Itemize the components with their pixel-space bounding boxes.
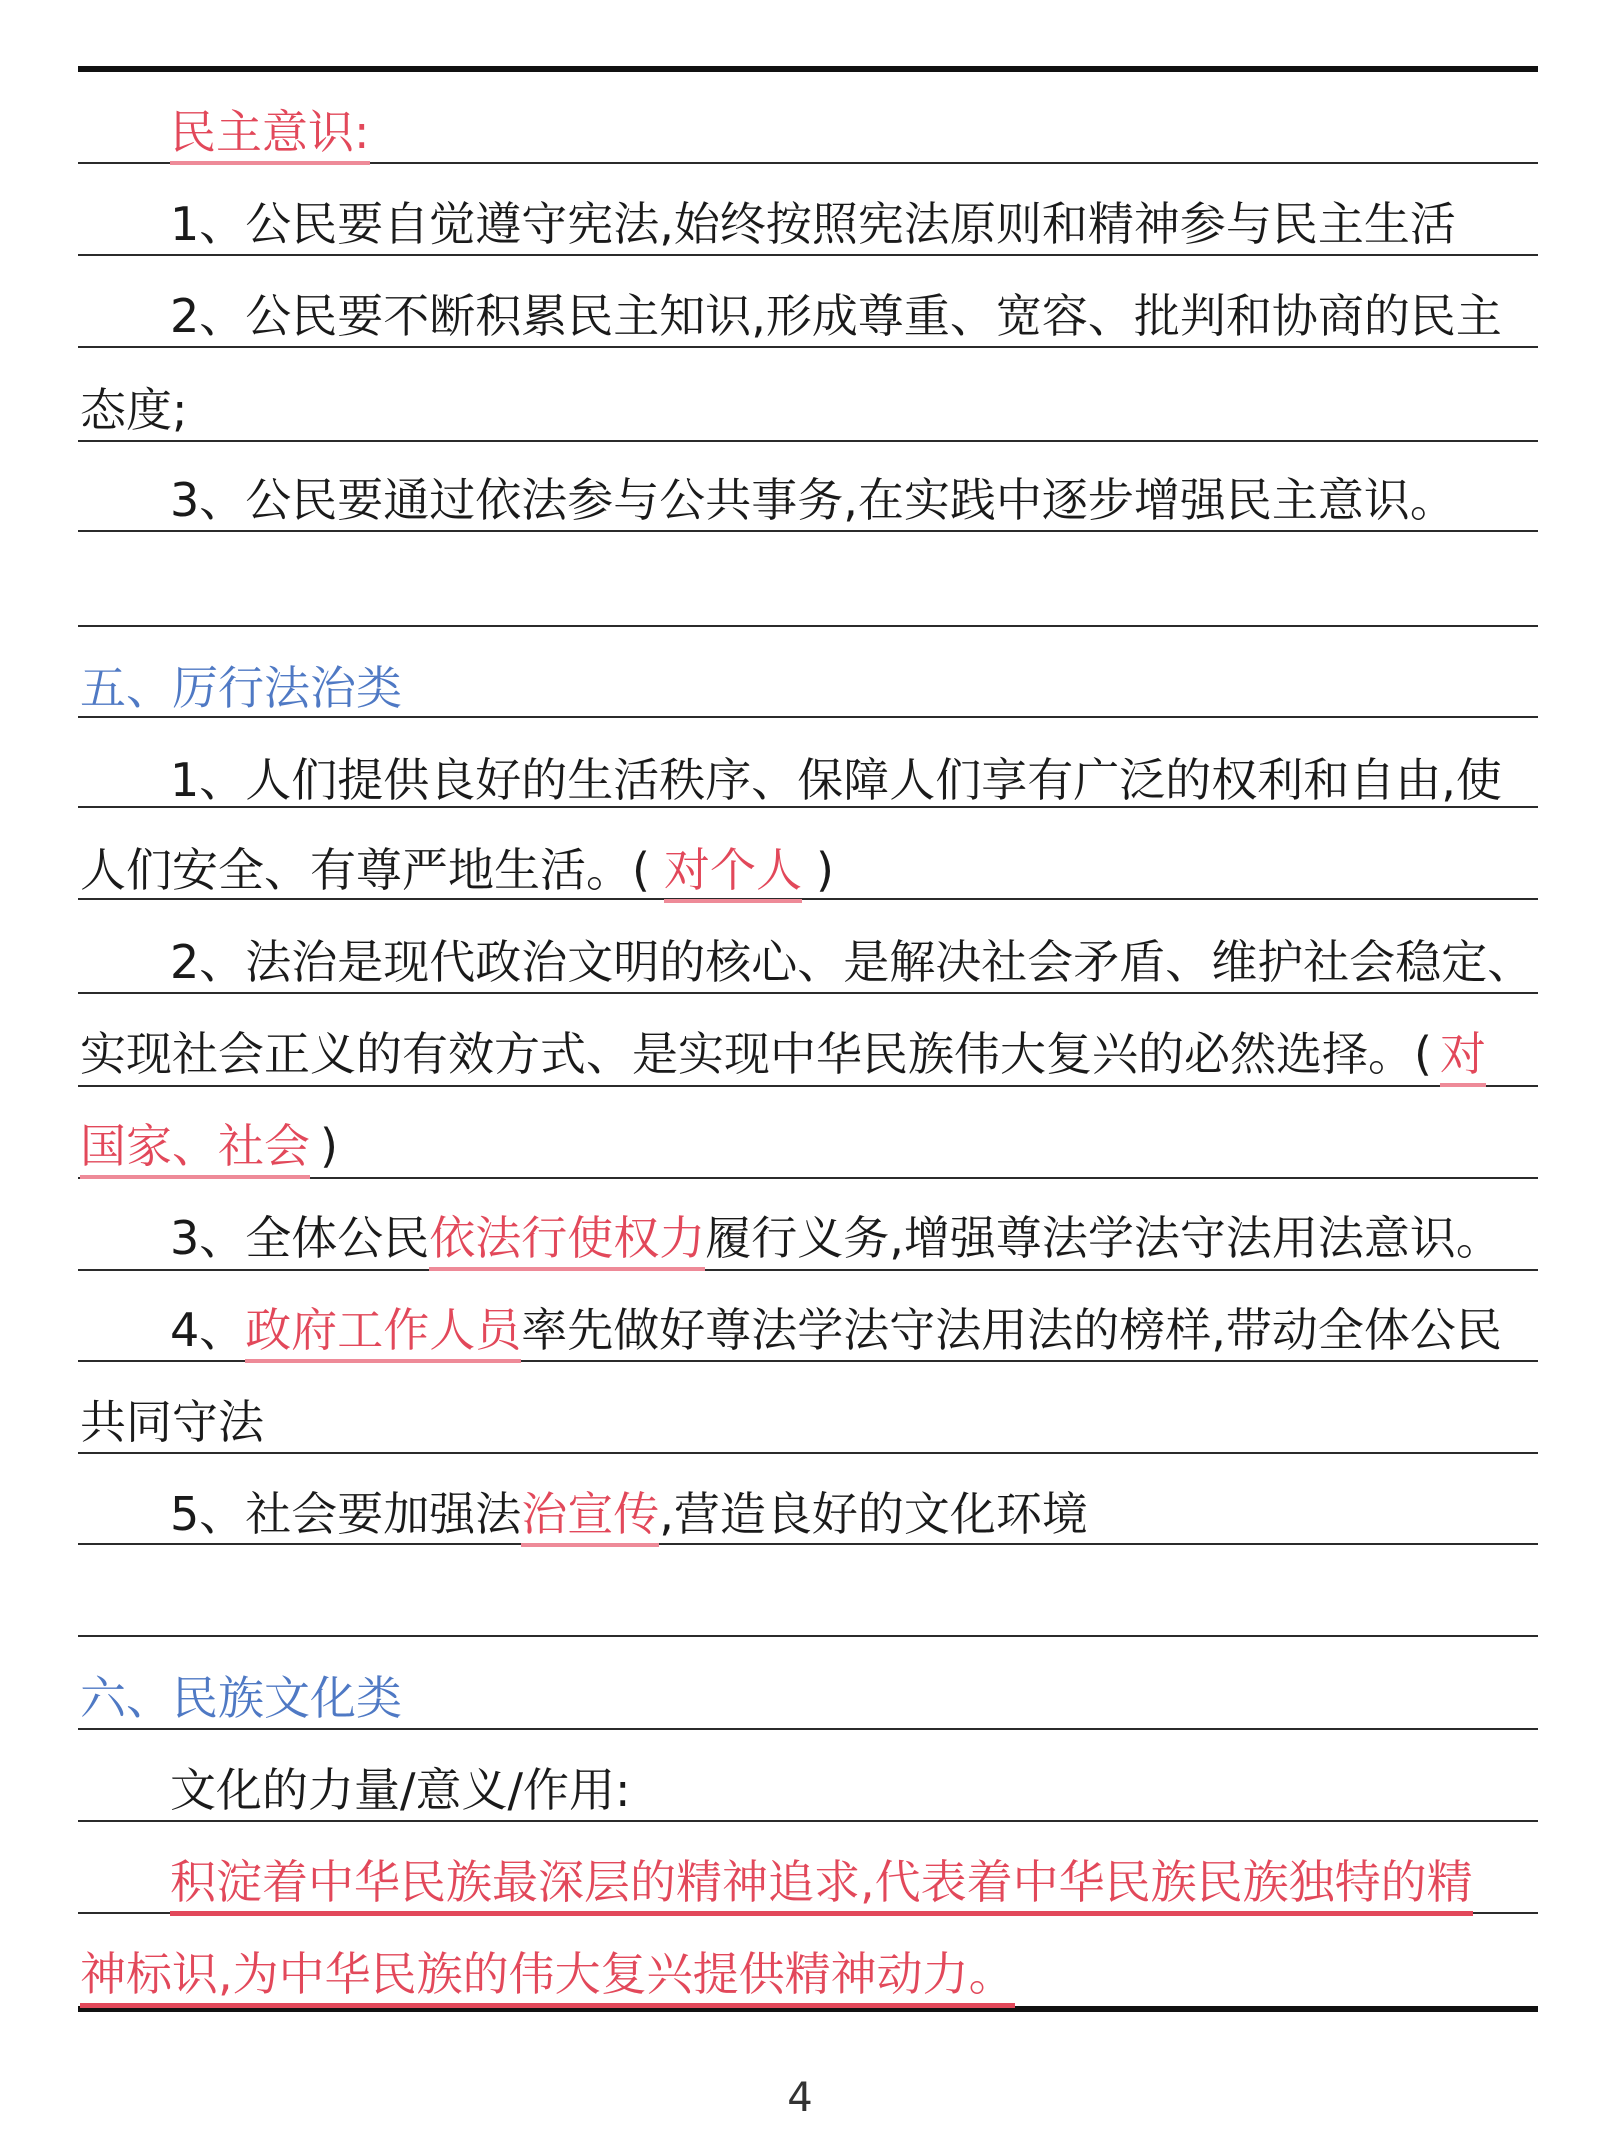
- rule-of-law-item-1: 1、人们提供良好的生活秩序、保障人们享有广泛的权利和自由,使: [170, 753, 1502, 807]
- culture-heading: 六、民族文化类: [80, 1671, 402, 1725]
- highlight-government-staff: 政府工作人员: [245, 1303, 521, 1363]
- ruled-line: [78, 1820, 1538, 1822]
- note-state-society: 国家、社会: [80, 1119, 310, 1179]
- ruled-line: [78, 1269, 1538, 1271]
- rule-of-law-item-4-cont: 共同守法: [80, 1395, 264, 1449]
- highlight-publicity: 治宣传: [521, 1487, 659, 1547]
- democracy-item-2-cont: 态度;: [80, 383, 188, 437]
- rule-of-law-item-4: 4、政府工作人员率先做好尊法学法守法用法的榜样,带动全体公民: [170, 1300, 1502, 1360]
- democracy-item-1: 1、公民要自觉遵守宪法,始终按照宪法原则和精神参与民主生活: [170, 197, 1456, 251]
- democracy-item-3: 3、公民要通过依法参与公共事务,在实践中逐步增强民主意识。: [170, 473, 1456, 527]
- ruled-line: [78, 254, 1538, 256]
- rule-of-law-item-2: 2、法治是现代政治文明的核心、是解决社会矛盾、维护社会稳定、: [170, 935, 1534, 989]
- note-individual: 对个人: [664, 843, 802, 903]
- ruled-line: [78, 992, 1538, 994]
- ruled-line: [78, 346, 1538, 348]
- ruled-line: [78, 1452, 1538, 1454]
- rule-of-law-item-3: 3、全体公民依法行使权力履行义务,增强尊法学法守法用法意识。: [170, 1208, 1502, 1268]
- rule-of-law-item-1-cont: 人们安全、有尊严地生活。( 对个人 ): [80, 840, 834, 900]
- culture-subheading: 文化的力量/意义/作用:: [170, 1763, 631, 1817]
- ruled-line: [78, 625, 1538, 627]
- note-state-start: 对: [1440, 1027, 1486, 1087]
- ruled-line: [78, 440, 1538, 442]
- ruled-line: [78, 1085, 1538, 1087]
- top-border-rule: [78, 66, 1538, 72]
- ruled-line: [78, 1728, 1538, 1730]
- rule-of-law-heading: 五、厉行法治类: [80, 661, 402, 715]
- rule-of-law-item-5: 5、社会要加强法治宣传,营造良好的文化环境: [170, 1484, 1088, 1544]
- culture-line-1: 积淀着中华民族最深层的精神追求,代表着中华民族民族独特的精: [170, 1852, 1473, 1912]
- page-number: 4: [787, 2075, 813, 2121]
- ruled-line: [78, 1635, 1538, 1637]
- rule-of-law-item-2-cont: 实现社会正义的有效方式、是实现中华民族伟大复兴的必然选择。( 对: [80, 1024, 1486, 1084]
- democracy-heading: 民主意识:: [170, 102, 370, 162]
- rule-of-law-item-2-cont2: 国家、社会 ): [80, 1116, 338, 1176]
- democracy-item-2: 2、公民要不断积累民主知识,形成尊重、宽容、批判和协商的民主: [170, 289, 1502, 343]
- highlight-exercise-rights: 依法行使权力: [429, 1211, 705, 1271]
- culture-line-2: 神标识,为中华民族的伟大复兴提供精神动力。: [80, 1944, 1015, 2004]
- ruled-line: [78, 530, 1538, 532]
